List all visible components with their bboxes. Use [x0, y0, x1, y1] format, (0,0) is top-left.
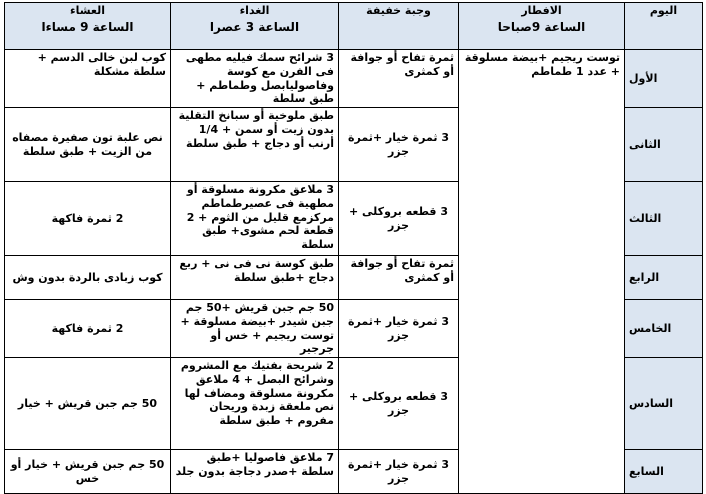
header-snack: وجبة خفيفة	[339, 3, 459, 50]
day-label: السابع	[625, 450, 703, 494]
dinner-cell: 2 ثمرة فاكهة	[5, 182, 171, 256]
header-breakfast: الافطار الساعة 9صباحا	[459, 3, 625, 50]
day-label: الرابع	[625, 256, 703, 300]
table-row	[5, 50, 703, 108]
header-lunch-time: الساعة 3 عصرا	[209, 19, 300, 34]
lunch-cell: 50 جم جبن قريش +50 جم جبن شيدر +بيضة مسلوقة + توست ريجيم + خس أو جرجير	[171, 300, 339, 358]
dinner-cell: نص علبة تون صفيرة مصفاه من الزيت + طبق سلطة	[5, 108, 171, 182]
day-label: الثالث	[625, 182, 703, 256]
snack-cell: 3 ثمرة خيار +ثمرة جزر	[339, 450, 459, 494]
header-dinner-time: الساعة 9 مساءا	[41, 19, 134, 34]
dinner-cell: 50 جم جبن قريش + خيار	[5, 358, 171, 450]
lunch-cell: 2 شريحة بفتيك مع المشروم وشرائح البصل + 4 ملاعق مكرونة مسلوقة ومضاف لها نص ملعقة زبدة وريحان مفروم + طبق سلطة	[171, 358, 339, 450]
dinner-cell: 2 ثمرة فاكهة	[5, 300, 171, 358]
lunch-cell: 3 شرائح سمك فيليه مطهى فى الفرن مع كوسة وفاصوليابصل وطماطم + طبق سلطة	[171, 50, 339, 108]
header-dinner: العشاء الساعة 9 مساءا	[5, 3, 171, 50]
lunch-cell: 7 ملاعق فاصوليا +طبق سلطة +صدر دجاجة بدون جلد	[171, 450, 339, 494]
dinner-cell: كوب لبن خالى الدسم + سلطة مشكلة	[5, 50, 171, 108]
lunch-cell: 3 ملاعق مكرونة مسلوقة أو مطهية فى عصيرطماطم مركزمع قليل من الثوم + 2 قطعة لحم مشوى+ طبق سلطة	[171, 182, 339, 256]
dinner-cell: كوب زبادى بالردة بدون وش	[5, 256, 171, 300]
snack-cell: 3 قطعه بروكلى + جزر	[339, 182, 459, 256]
day-label: السادس	[625, 358, 703, 450]
breakfast-cell: توست ريجيم +بيضة مسلوقة + عدد 1 طماطم	[459, 50, 625, 494]
snack-cell: 3 قطعه بروكلى + جزر	[339, 358, 459, 450]
day-label: الثانى	[625, 108, 703, 182]
snack-cell: 3 ثمرة خيار +ثمرة جزر	[339, 108, 459, 182]
snack-cell: ثمرة تفاح أو جوافة أو كمثرى	[339, 50, 459, 108]
header-lunch: الغداء الساعة 3 عصرا	[171, 3, 339, 50]
lunch-cell: طبق ملوخية أو سبانخ التقلية بدون زيت أو سمن + 1/4 أرنب أو دجاج + طبق سلطة	[171, 108, 339, 182]
diet-plan-page	[4, 2, 702, 490]
header-breakfast-time: الساعة 9صباحا	[497, 19, 586, 34]
header-day: اليوم	[625, 3, 703, 50]
day-label: الخامس	[625, 300, 703, 358]
diet-plan-table	[4, 2, 703, 494]
snack-cell: 3 ثمرة خيار +ثمرة جزر	[339, 300, 459, 358]
header-row	[5, 3, 703, 50]
dinner-cell: 50 جم جبن قريش + خيار أو خس	[5, 450, 171, 494]
day-label: الأول	[625, 50, 703, 108]
lunch-cell: طبق كوسة نى فى نى + ربع دجاج +طبق سلطة	[171, 256, 339, 300]
snack-cell: ثمرة تفاح أو جوافة أو كمثرى	[339, 256, 459, 300]
